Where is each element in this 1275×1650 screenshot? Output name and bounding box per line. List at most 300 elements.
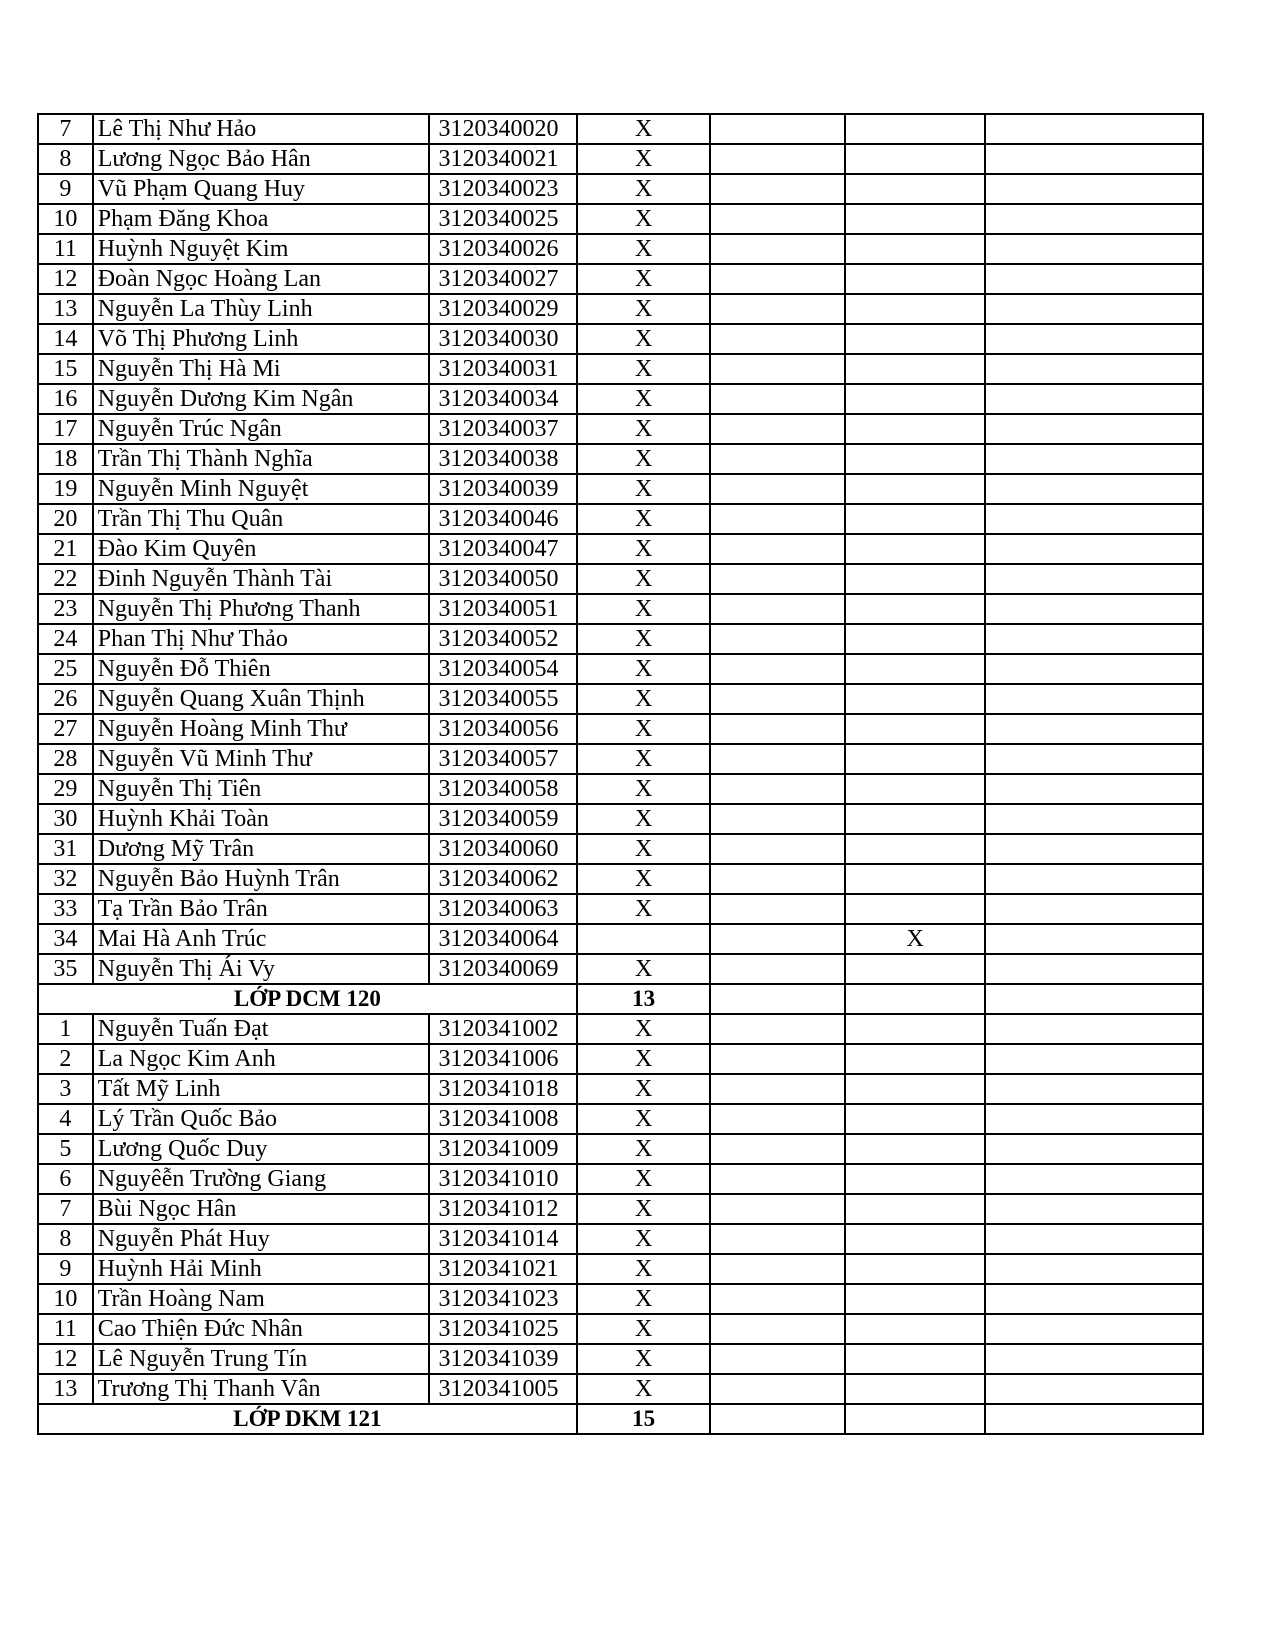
mark-cell-3 <box>845 174 985 204</box>
student-id: 3120340060 <box>429 834 576 864</box>
mark-cell-4 <box>985 774 1203 804</box>
mark-cell-3 <box>845 1254 985 1284</box>
mark-cell-4 <box>985 1224 1203 1254</box>
mark-cell-1: X <box>577 234 711 264</box>
student-row <box>38 1194 1203 1224</box>
row-number: 33 <box>38 894 93 924</box>
student-id: 3120341023 <box>429 1284 576 1314</box>
student-name: Lương Ngọc Bảo Hân <box>93 144 430 174</box>
student-row <box>38 834 1203 864</box>
mark-cell-3 <box>845 1314 985 1344</box>
student-id: 3120340039 <box>429 474 576 504</box>
mark-cell-1: X <box>577 174 711 204</box>
mark-cell-2 <box>710 264 845 294</box>
mark-cell-3 <box>845 414 985 444</box>
student-row <box>38 1074 1203 1104</box>
row-number: 7 <box>38 114 93 144</box>
student-id: 3120340063 <box>429 894 576 924</box>
student-row <box>38 384 1203 414</box>
student-name: Trần Hoàng Nam <box>93 1284 430 1314</box>
mark-cell-4 <box>985 384 1203 414</box>
student-name: Bùi Ngọc Hân <box>93 1194 430 1224</box>
mark-cell-1: X <box>577 1014 711 1044</box>
mark-cell-2 <box>710 834 845 864</box>
mark-cell-3 <box>845 354 985 384</box>
student-id: 3120340069 <box>429 954 576 984</box>
mark-cell-1: X <box>577 1374 711 1404</box>
mark-cell-1: X <box>577 864 711 894</box>
empty-cell <box>985 984 1203 1014</box>
student-name: Nguyễn La Thùy Linh <box>93 294 430 324</box>
mark-cell-2 <box>710 624 845 654</box>
mark-cell-3 <box>845 774 985 804</box>
mark-cell-2 <box>710 1314 845 1344</box>
mark-cell-3 <box>845 894 985 924</box>
student-row <box>38 204 1203 234</box>
class-count: 15 <box>577 1404 711 1434</box>
mark-cell-2 <box>710 204 845 234</box>
row-number: 8 <box>38 1224 93 1254</box>
mark-cell-2 <box>710 444 845 474</box>
student-id: 3120341006 <box>429 1044 576 1074</box>
student-row <box>38 1134 1203 1164</box>
student-row <box>38 804 1203 834</box>
mark-cell-4 <box>985 474 1203 504</box>
mark-cell-3 <box>845 1134 985 1164</box>
student-row <box>38 294 1203 324</box>
mark-cell-2 <box>710 684 845 714</box>
student-id: 3120340027 <box>429 264 576 294</box>
class-header-row <box>38 1404 1203 1434</box>
student-id: 3120341008 <box>429 1104 576 1134</box>
row-number: 11 <box>38 1314 93 1344</box>
mark-cell-3 <box>845 684 985 714</box>
mark-cell-1: X <box>577 414 711 444</box>
mark-cell-1: X <box>577 504 711 534</box>
mark-cell-4 <box>985 534 1203 564</box>
empty-cell <box>845 984 985 1014</box>
row-number: 9 <box>38 174 93 204</box>
mark-cell-3 <box>845 864 985 894</box>
student-name: Lý Trần Quốc Bảo <box>93 1104 430 1134</box>
mark-cell-3 <box>845 1284 985 1314</box>
mark-cell-2 <box>710 744 845 774</box>
mark-cell-4 <box>985 1344 1203 1374</box>
row-number: 21 <box>38 534 93 564</box>
student-id: 3120340057 <box>429 744 576 774</box>
mark-cell-3 <box>845 1074 985 1104</box>
row-number: 18 <box>38 444 93 474</box>
student-id: 3120340038 <box>429 444 576 474</box>
row-number: 35 <box>38 954 93 984</box>
student-row <box>38 1224 1203 1254</box>
mark-cell-2 <box>710 174 845 204</box>
student-id: 3120340025 <box>429 204 576 234</box>
mark-cell-1: X <box>577 684 711 714</box>
student-id: 3120340029 <box>429 294 576 324</box>
mark-cell-1: X <box>577 1344 711 1374</box>
mark-cell-3 <box>845 324 985 354</box>
student-id: 3120340051 <box>429 594 576 624</box>
student-id: 3120340031 <box>429 354 576 384</box>
empty-cell <box>710 984 845 1014</box>
student-name: Lương Quốc Duy <box>93 1134 430 1164</box>
mark-cell-1: X <box>577 564 711 594</box>
mark-cell-2 <box>710 594 845 624</box>
student-id: 3120340047 <box>429 534 576 564</box>
student-row <box>38 1044 1203 1074</box>
mark-cell-2 <box>710 1224 845 1254</box>
mark-cell-1: X <box>577 834 711 864</box>
student-name: Nguyêễn Trường Giang <box>93 1164 430 1194</box>
mark-cell-2 <box>710 1134 845 1164</box>
mark-cell-1: X <box>577 1074 711 1104</box>
student-id: 3120341005 <box>429 1374 576 1404</box>
student-id: 3120340034 <box>429 384 576 414</box>
student-id: 3120340037 <box>429 414 576 444</box>
mark-cell-1: X <box>577 744 711 774</box>
student-id: 3120340021 <box>429 144 576 174</box>
student-row <box>38 144 1203 174</box>
row-number: 11 <box>38 234 93 264</box>
mark-cell-3 <box>845 744 985 774</box>
student-name: Huỳnh Khải Toàn <box>93 804 430 834</box>
student-row <box>38 714 1203 744</box>
mark-cell-1: X <box>577 654 711 684</box>
student-row <box>38 954 1203 984</box>
mark-cell-4 <box>985 834 1203 864</box>
mark-cell-3 <box>845 834 985 864</box>
mark-cell-4 <box>985 564 1203 594</box>
mark-cell-2 <box>710 1284 845 1314</box>
mark-cell-4 <box>985 864 1203 894</box>
row-number: 19 <box>38 474 93 504</box>
mark-cell-2 <box>710 954 845 984</box>
student-name: Trương Thị Thanh Vân <box>93 1374 430 1404</box>
student-row <box>38 1254 1203 1284</box>
mark-cell-2 <box>710 1014 845 1044</box>
mark-cell-4 <box>985 1044 1203 1074</box>
mark-cell-2 <box>710 384 845 414</box>
student-name: Vũ Phạm Quang Huy <box>93 174 430 204</box>
mark-cell-4 <box>985 114 1203 144</box>
mark-cell-2 <box>710 1194 845 1224</box>
student-name: Nguyễn Thị Tiên <box>93 774 430 804</box>
mark-cell-4 <box>985 924 1203 954</box>
student-id: 3120340030 <box>429 324 576 354</box>
student-row <box>38 1104 1203 1134</box>
row-number: 12 <box>38 1344 93 1374</box>
mark-cell-4 <box>985 204 1203 234</box>
mark-cell-1 <box>577 924 711 954</box>
empty-cell <box>985 1404 1203 1434</box>
class-name: LỚP DKM 121 <box>38 1404 577 1434</box>
row-number: 4 <box>38 1104 93 1134</box>
student-row <box>38 864 1203 894</box>
mark-cell-2 <box>710 1344 845 1374</box>
mark-cell-2 <box>710 504 845 534</box>
mark-cell-3 <box>845 444 985 474</box>
student-name: Trần Thị Thu Quân <box>93 504 430 534</box>
student-row <box>38 1374 1203 1404</box>
row-number: 5 <box>38 1134 93 1164</box>
student-id: 3120340046 <box>429 504 576 534</box>
student-name: Đoàn Ngọc Hoàng Lan <box>93 264 430 294</box>
mark-cell-4 <box>985 294 1203 324</box>
mark-cell-1: X <box>577 444 711 474</box>
student-id: 3120340062 <box>429 864 576 894</box>
mark-cell-4 <box>985 1374 1203 1404</box>
mark-cell-3 <box>845 1164 985 1194</box>
mark-cell-3 <box>845 114 985 144</box>
mark-cell-1: X <box>577 804 711 834</box>
student-name: Nguyễn Tuấn Đạt <box>93 1014 430 1044</box>
student-id: 3120340023 <box>429 174 576 204</box>
student-name: Lê Thị Như Hảo <box>93 114 430 144</box>
mark-cell-2 <box>710 714 845 744</box>
student-id: 3120340050 <box>429 564 576 594</box>
student-name: Nguyễn Minh Nguyệt <box>93 474 430 504</box>
student-id: 3120341010 <box>429 1164 576 1194</box>
student-name: Dương Mỹ Trân <box>93 834 430 864</box>
mark-cell-4 <box>985 144 1203 174</box>
student-row <box>38 504 1203 534</box>
student-row <box>38 1164 1203 1194</box>
student-list-table <box>37 113 1204 1435</box>
mark-cell-1: X <box>577 324 711 354</box>
student-id: 3120340056 <box>429 714 576 744</box>
row-number: 15 <box>38 354 93 384</box>
mark-cell-2 <box>710 474 845 504</box>
student-row <box>38 1314 1203 1344</box>
mark-cell-2 <box>710 144 845 174</box>
mark-cell-4 <box>985 624 1203 654</box>
row-number: 14 <box>38 324 93 354</box>
row-number: 7 <box>38 1194 93 1224</box>
mark-cell-1: X <box>577 534 711 564</box>
row-number: 10 <box>38 1284 93 1314</box>
empty-cell <box>845 1404 985 1434</box>
student-name: Nguyễn Vũ Minh Thư <box>93 744 430 774</box>
mark-cell-3 <box>845 1374 985 1404</box>
student-name: Nguyễn Trúc Ngân <box>93 414 430 444</box>
student-name: Nguyễn Phát Huy <box>93 1224 430 1254</box>
student-row <box>38 654 1203 684</box>
mark-cell-4 <box>985 1284 1203 1314</box>
mark-cell-2 <box>710 1104 845 1134</box>
student-row <box>38 414 1203 444</box>
student-name: Nguyễn Bảo Huỳnh Trân <box>93 864 430 894</box>
mark-cell-3 <box>845 474 985 504</box>
mark-cell-4 <box>985 1164 1203 1194</box>
mark-cell-1: X <box>577 1044 711 1074</box>
mark-cell-4 <box>985 354 1203 384</box>
student-name: Huỳnh Hải Minh <box>93 1254 430 1284</box>
mark-cell-2 <box>710 354 845 384</box>
student-id: 3120340058 <box>429 774 576 804</box>
mark-cell-4 <box>985 1014 1203 1044</box>
row-number: 32 <box>38 864 93 894</box>
mark-cell-3 <box>845 384 985 414</box>
student-list-body <box>38 114 1203 1434</box>
student-row <box>38 684 1203 714</box>
mark-cell-3 <box>845 204 985 234</box>
mark-cell-2 <box>710 564 845 594</box>
mark-cell-3 <box>845 714 985 744</box>
student-name: Phạm Đăng Khoa <box>93 204 430 234</box>
student-id: 3120340059 <box>429 804 576 834</box>
mark-cell-4 <box>985 594 1203 624</box>
student-row <box>38 234 1203 264</box>
row-number: 17 <box>38 414 93 444</box>
student-row <box>38 354 1203 384</box>
mark-cell-2 <box>710 1374 845 1404</box>
mark-cell-3 <box>845 534 985 564</box>
mark-cell-3 <box>845 504 985 534</box>
mark-cell-1: X <box>577 1134 711 1164</box>
student-name: Nguyễn Hoàng Minh Thư <box>93 714 430 744</box>
class-count: 13 <box>577 984 711 1014</box>
student-name: La Ngọc Kim Anh <box>93 1044 430 1074</box>
student-id: 3120340055 <box>429 684 576 714</box>
student-row <box>38 774 1203 804</box>
student-row <box>38 744 1203 774</box>
row-number: 10 <box>38 204 93 234</box>
row-number: 16 <box>38 384 93 414</box>
mark-cell-1: X <box>577 1314 711 1344</box>
row-number: 13 <box>38 294 93 324</box>
row-number: 3 <box>38 1074 93 1104</box>
empty-cell <box>710 1404 845 1434</box>
student-id: 3120341039 <box>429 1344 576 1374</box>
mark-cell-3 <box>845 654 985 684</box>
mark-cell-1: X <box>577 1254 711 1284</box>
student-row <box>38 624 1203 654</box>
student-id: 3120340054 <box>429 654 576 684</box>
mark-cell-2 <box>710 1074 845 1104</box>
mark-cell-2 <box>710 234 845 264</box>
student-id: 3120341021 <box>429 1254 576 1284</box>
student-name: Lê Nguyễn Trung Tín <box>93 1344 430 1374</box>
mark-cell-4 <box>985 804 1203 834</box>
mark-cell-4 <box>985 684 1203 714</box>
student-name: Nguyễn Đỗ Thiên <box>93 654 430 684</box>
mark-cell-3 <box>845 144 985 174</box>
mark-cell-1: X <box>577 114 711 144</box>
mark-cell-3 <box>845 954 985 984</box>
row-number: 29 <box>38 774 93 804</box>
student-row <box>38 324 1203 354</box>
mark-cell-2 <box>710 924 845 954</box>
row-number: 12 <box>38 264 93 294</box>
mark-cell-3 <box>845 624 985 654</box>
student-row <box>38 1344 1203 1374</box>
mark-cell-4 <box>985 894 1203 924</box>
mark-cell-3 <box>845 294 985 324</box>
mark-cell-2 <box>710 1254 845 1284</box>
student-name: Mai Hà Anh Trúc <box>93 924 430 954</box>
student-row <box>38 444 1203 474</box>
student-row <box>38 564 1203 594</box>
mark-cell-1: X <box>577 1164 711 1194</box>
mark-cell-2 <box>710 324 845 354</box>
row-number: 30 <box>38 804 93 834</box>
student-row <box>38 114 1203 144</box>
mark-cell-3 <box>845 1014 985 1044</box>
mark-cell-1: X <box>577 354 711 384</box>
row-number: 2 <box>38 1044 93 1074</box>
student-row <box>38 264 1203 294</box>
mark-cell-1: X <box>577 594 711 624</box>
student-name: Phan Thị Như Thảo <box>93 624 430 654</box>
mark-cell-1: X <box>577 1104 711 1134</box>
mark-cell-2 <box>710 654 845 684</box>
mark-cell-4 <box>985 444 1203 474</box>
mark-cell-4 <box>985 954 1203 984</box>
mark-cell-4 <box>985 1104 1203 1134</box>
student-row <box>38 924 1203 954</box>
mark-cell-1: X <box>577 714 711 744</box>
class-header-row <box>38 984 1203 1014</box>
mark-cell-2 <box>710 534 845 564</box>
row-number: 9 <box>38 1254 93 1284</box>
mark-cell-3 <box>845 234 985 264</box>
mark-cell-4 <box>985 264 1203 294</box>
student-name: Trần Thị Thành Nghĩa <box>93 444 430 474</box>
student-id: 3120341014 <box>429 1224 576 1254</box>
row-number: 8 <box>38 144 93 174</box>
mark-cell-1: X <box>577 894 711 924</box>
student-id: 3120341012 <box>429 1194 576 1224</box>
student-name: Nguyễn Thị Phương Thanh <box>93 594 430 624</box>
student-id: 3120341002 <box>429 1014 576 1044</box>
row-number: 13 <box>38 1374 93 1404</box>
row-number: 27 <box>38 714 93 744</box>
row-number: 24 <box>38 624 93 654</box>
student-name: Đào Kim Quyên <box>93 534 430 564</box>
student-name: Nguyễn Thị Hà Mi <box>93 354 430 384</box>
mark-cell-4 <box>985 504 1203 534</box>
student-id: 3120340026 <box>429 234 576 264</box>
row-number: 34 <box>38 924 93 954</box>
mark-cell-1: X <box>577 384 711 414</box>
mark-cell-4 <box>985 744 1203 774</box>
student-name: Tất Mỹ Linh <box>93 1074 430 1104</box>
mark-cell-1: X <box>577 264 711 294</box>
mark-cell-3 <box>845 1224 985 1254</box>
mark-cell-2 <box>710 294 845 324</box>
row-number: 25 <box>38 654 93 684</box>
mark-cell-2 <box>710 1044 845 1074</box>
mark-cell-1: X <box>577 1284 711 1314</box>
student-row <box>38 534 1203 564</box>
student-row <box>38 1284 1203 1314</box>
row-number: 1 <box>38 1014 93 1044</box>
mark-cell-4 <box>985 654 1203 684</box>
student-id: 3120341025 <box>429 1314 576 1344</box>
mark-cell-4 <box>985 174 1203 204</box>
student-name: Tạ Trần Bảo Trân <box>93 894 430 924</box>
student-row <box>38 1014 1203 1044</box>
mark-cell-2 <box>710 894 845 924</box>
student-row <box>38 894 1203 924</box>
mark-cell-3 <box>845 264 985 294</box>
mark-cell-3 <box>845 594 985 624</box>
row-number: 22 <box>38 564 93 594</box>
student-id: 3120340064 <box>429 924 576 954</box>
student-row <box>38 474 1203 504</box>
mark-cell-3: X <box>845 924 985 954</box>
